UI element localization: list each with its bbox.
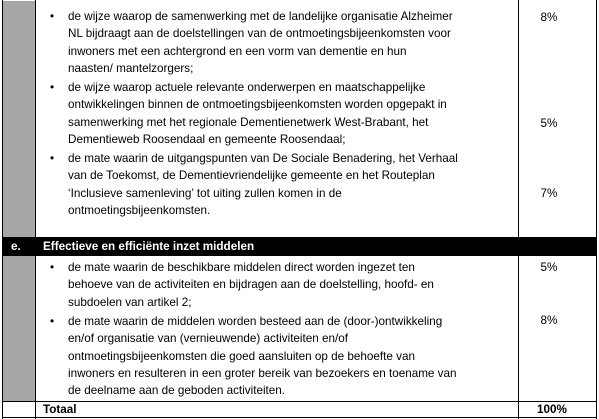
section-e-title: Effectieve en efficiënte inzet middelen	[43, 240, 255, 253]
table-border-left	[2, 0, 3, 419]
criterion-percentage: 8%	[540, 314, 558, 327]
criterion-percentage: 8%	[540, 11, 558, 24]
table-border-bottom	[2, 417, 597, 418]
column-divider-letter	[35, 0, 36, 419]
criterion-percentage: 5%	[540, 261, 558, 274]
criterion-percentage: 5%	[540, 117, 558, 130]
section-e-letter: e.	[11, 240, 21, 253]
row-divider-before-total	[2, 401, 597, 402]
section-e-header	[2, 237, 597, 256]
column-divider-percentage	[518, 0, 519, 419]
criterion-text: de mate waarin de uitgangspunten van De Sociale Benadering, het Verhaal van de Toekomst, de Dementievriendelijke gemeente en het Routeplan ‘Inclusieve samenleving’ tot uiting zullen komen in de ontmoetingsbijeenkomsten.	[68, 152, 458, 217]
bullet-icon: •	[49, 81, 55, 94]
criterion-percentage: 7%	[540, 187, 558, 200]
bullet-icon: •	[49, 315, 55, 328]
letter-column-shade-e	[3, 256, 35, 401]
bullet-icon: •	[49, 152, 55, 165]
letter-column-shade-d	[3, 1, 35, 237]
table-border-right	[596, 0, 597, 419]
criterion-text: de wijze waarop actuele relevante onderwerpen en maatschappelijke ontwikkelingen binnen de ontmoetingsbijeenkomsten worden opgepakt in samenwerking met het regionale Dementienetwerk West-Brabant, het Dementieweb Roosendaal en gemeente Roosendaal;	[68, 81, 447, 146]
bullet-icon: •	[49, 10, 55, 23]
total-value: 100%	[537, 403, 567, 416]
criterion-text: de wijze waarop de samenwerking met de landelijke organisatie Alzheimer NL bijdraagt aan de doelstellingen van de ontmoetingsbijeenkomsten voor inwoners met een achtergrond en een vorm van dementie en hun naasten/ mantelzorgers;	[68, 10, 453, 75]
total-label: Totaal	[43, 403, 77, 416]
criterion-text: de mate waarin de beschikbare middelen direct worden ingezet ten behoeve van de activiteiten en bijdragen aan de doelstelling, hoofd- en subdoelen van artikel 2;	[68, 261, 434, 309]
bullet-icon: •	[49, 261, 55, 274]
criterion-text: de mate waarin de middelen worden besteed aan de (door-)ontwikkeling en/of organisatie van (vernieuwende) activiteiten en/of ontmoetingsbijeenkomsten die goed aansluiten op de behoefte van inwoners en resulteren in een groter bereik van bezoekers en toename van de deelname aan de geboden activiteiten.	[68, 315, 457, 398]
